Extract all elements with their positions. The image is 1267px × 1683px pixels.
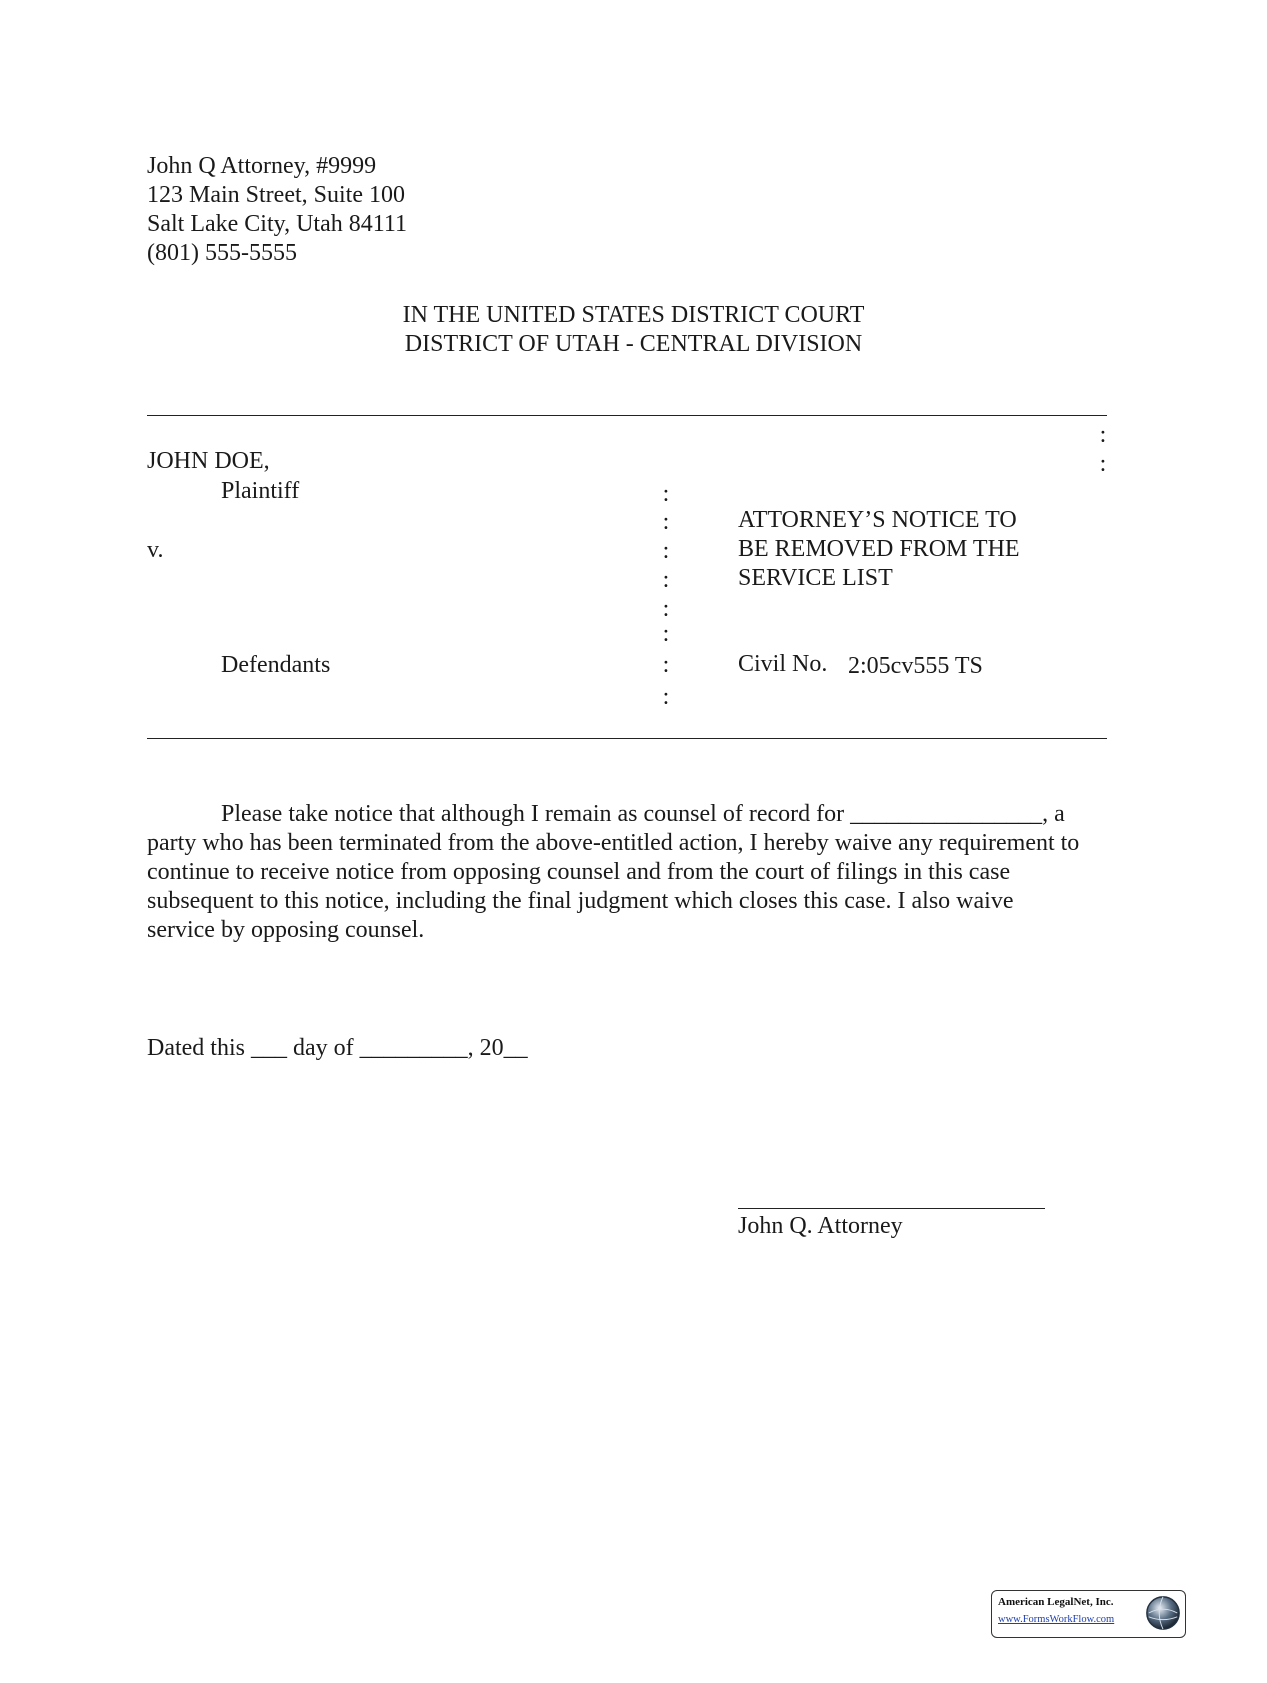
- body-paragraph-line: Please take notice that although I remain as counsel of record for ________________, a: [221, 801, 1065, 827]
- document-title-line2: BE REMOVED FROM THE: [738, 536, 1020, 562]
- american-legalnet-badge: [991, 1590, 1186, 1638]
- caption-colon: :: [662, 481, 670, 507]
- caption-colon: :: [662, 621, 670, 647]
- body-paragraph-line: subsequent to this notice, including the final judgment which closes this case. I also waive: [147, 888, 1014, 914]
- caption-colon: :: [1099, 451, 1107, 477]
- attorney-phone-line: (801) 555-5555: [147, 240, 297, 266]
- body-paragraph-line: party who has been terminated from the above-entitled action, I hereby waive any requirement to: [147, 830, 1080, 856]
- attorney-address-line: 123 Main Street, Suite 100: [147, 182, 405, 208]
- footer-url-link[interactable]: www.FormsWorkFlow.com: [998, 1614, 1115, 1625]
- caption-colon: :: [662, 567, 670, 593]
- caption-bottom-rule: [147, 738, 1107, 739]
- caption-colon: :: [662, 652, 670, 678]
- court-name-line: IN THE UNITED STATES DISTRICT COURT: [402, 302, 865, 328]
- signature-line: [738, 1208, 1045, 1209]
- footer-company-name: American LegalNet, Inc.: [998, 1596, 1114, 1608]
- globe-logo-icon: [1144, 1594, 1182, 1632]
- plaintiff-name: JOHN DOE,: [147, 448, 270, 474]
- caption-colon: :: [662, 509, 670, 535]
- caption-colon: :: [1099, 422, 1107, 448]
- court-division-line: DISTRICT OF UTAH - CENTRAL DIVISION: [404, 331, 863, 357]
- dated-line: Dated this ___ day of _________, 20__: [147, 1035, 528, 1061]
- caption-colon: :: [662, 596, 670, 622]
- caption-colon: :: [662, 684, 670, 710]
- document-title-line3: SERVICE LIST: [738, 565, 893, 591]
- civil-number-value: 2:05cv555 TS: [848, 653, 983, 679]
- body-paragraph-line: service by opposing counsel.: [147, 917, 425, 943]
- caption-colon: :: [662, 538, 670, 564]
- versus-label: v.: [147, 537, 164, 563]
- signature-name: John Q. Attorney: [738, 1213, 903, 1239]
- document-title-line1: ATTORNEY’S NOTICE TO: [738, 507, 1017, 533]
- civil-number-label: Civil No.: [738, 651, 828, 677]
- attorney-name-line: John Q Attorney, #9999: [147, 153, 377, 179]
- attorney-city-line: Salt Lake City, Utah 84111: [147, 211, 407, 237]
- defendants-label: Defendants: [221, 652, 331, 678]
- plaintiff-label: Plaintiff: [221, 478, 300, 504]
- body-paragraph-line: continue to receive notice from opposing counsel and from the court of filings in this case: [147, 859, 1011, 885]
- caption-top-rule: [147, 415, 1107, 416]
